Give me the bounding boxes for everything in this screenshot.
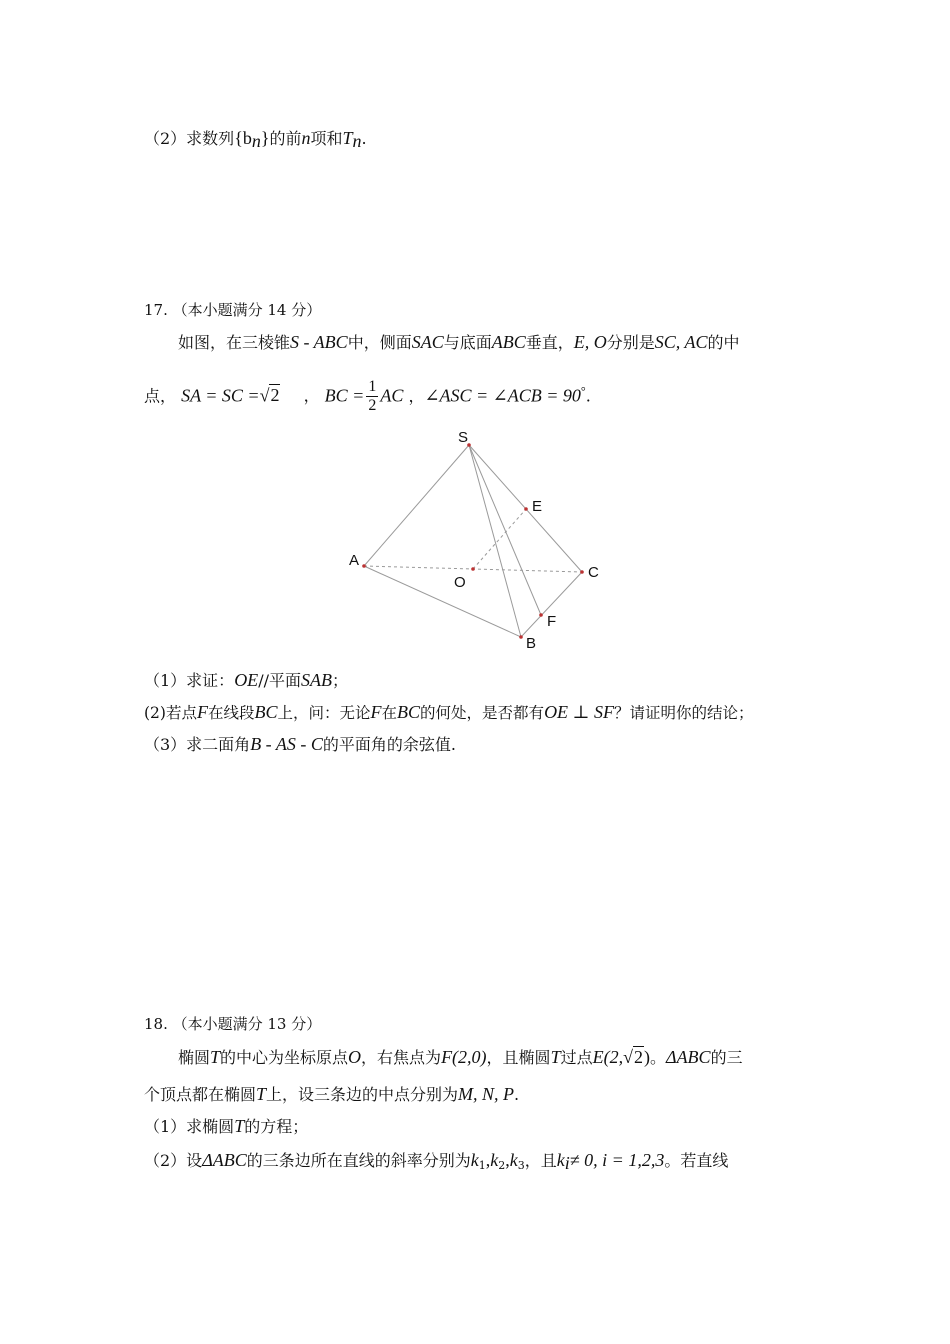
q17-sub1: （1）求证：OE//平面SAB； [144,670,348,690]
q18-line1: 椭圆T的中心为坐标原点O，右焦点为F(2,0)，且椭圆T过点E(2,√2)。ΔABC的三 [178,1047,743,1067]
q17-sub3: （3）求二面角B - AS - C的平面角的余弦值. [144,734,456,754]
q18-sub2: （2）设ΔABC的三条边所在直线的斜率分别为$k_1,k_2,k_3$，且$k_i\ne 0$, i = 1,2,3。若直线 [144,1150,729,1173]
label-S: S [458,429,469,446]
label-E: E [532,498,543,515]
q18-line2: 个顶点都在椭圆T上，设三条边的中点分别为M, N, P. [144,1084,520,1104]
pyramid-figure [340,425,610,655]
edge-SF [469,445,541,615]
point-C [580,570,584,574]
label-F: F [547,613,557,630]
label-A: A [349,552,360,569]
sqrt-symbol: √2 [259,385,280,406]
point-B [519,635,523,639]
prev-part-2: （2）求数列$\{b_n\}$的前n项和$T_n$. [144,128,367,151]
q18-header: 18. （本小题满分 13 分） [144,1015,322,1033]
edge-AB [364,566,521,637]
edge-SA [364,445,469,566]
q17-intro-line2: 点， SA = SC =√2 ， BC = $\frac{1}{2}$ AC ，∠ASC = ∠ACB = 90°. [144,378,591,415]
label-O: O [454,574,466,591]
label-B: B [526,635,537,652]
q17-intro-line1: 如图，在三棱锥S - ABC中，侧面SAC与底面ABC垂直，E, O分别是SC, AC的中 [178,332,740,352]
fraction-one-half: $\frac{1}{2}$ [368,378,377,415]
point-O [471,567,475,571]
label-C: C [588,564,599,581]
point-F [539,613,543,617]
point-E [524,507,528,511]
point-A [362,564,366,568]
q17-sub2: (2)若点F在线段BC上，问：无论F在BC的何处，是否都有OE ⊥ SF？请证明你的结论； [144,702,754,722]
q17-header: 17. （本小题满分 14 分） [144,301,322,319]
q18-sub1: （1）求椭圆T的方程； [144,1116,309,1136]
sqrt-symbol: √2 [623,1047,643,1067]
